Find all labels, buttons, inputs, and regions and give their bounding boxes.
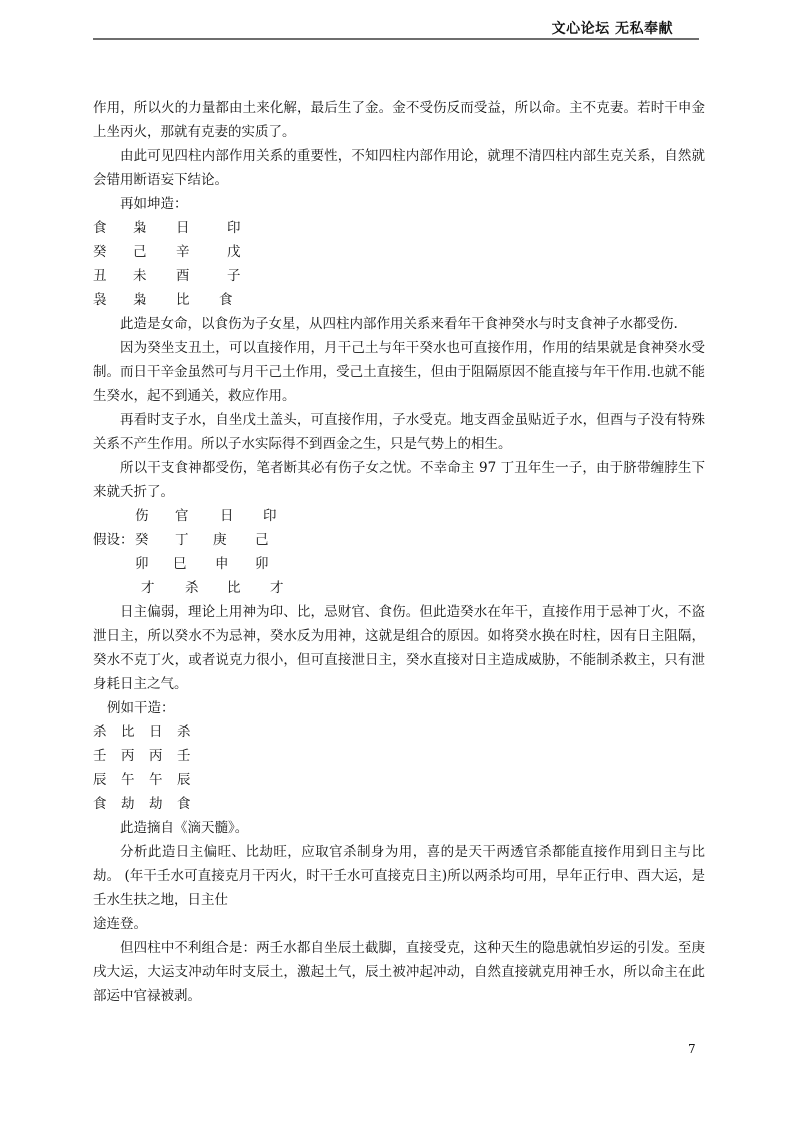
chart-cell: 己 <box>255 532 269 548</box>
paragraph: 日主偏弱，理论上用神为印、比，忌财官、食伤。但此造癸水在年干，直接作用于忌神丁火，不盗泄日主，所以癸水不为忌神，癸水反为用神，这就是组合的原因。如将癸水换在时柱，因有日主阻隔，癸水不克丁火，或者说克力很小，但可直接泄日主，癸水直接对日主造成威胁，不能制杀救主，只有泄身耗日主之气。 <box>93 604 705 692</box>
page-header <box>93 18 699 40</box>
chart-cell: 丑 <box>93 268 107 284</box>
chart-cell: 比 <box>121 724 135 740</box>
chart-cell: 壬 <box>93 748 107 764</box>
chart-cell: 日 <box>149 724 163 740</box>
paragraph: 但四柱中不利组合是：两壬水都自坐辰土截脚，直接受克，这种天生的隐患就怕岁运的引发。至庚戌大运，大运支冲动年时支辰土，激起土气，辰土被冲起冲动，自然直接就克用神壬水，所以命主在此部运中官禄被剥。 <box>93 940 705 1004</box>
chart-cell: 戊 <box>227 244 241 260</box>
chart-cell: 酉 <box>176 268 190 284</box>
chart-cell: 申 <box>215 556 229 572</box>
chart-row <box>93 552 705 576</box>
page-number: 7 <box>688 1042 696 1056</box>
chart-row <box>93 528 705 552</box>
chart-cell: 壬 <box>177 748 191 764</box>
chart-cell: 卯 <box>255 556 269 572</box>
chart-cell: 比 <box>227 580 241 596</box>
chart-cell: 印 <box>227 220 241 236</box>
paragraph: 此造是女命，以食伤为子女星，从四柱内部作用关系来看年干食神癸水与时支食神子水都受伤. <box>120 316 678 332</box>
bazi-chart-3 <box>93 720 705 816</box>
chart-cell: 杀 <box>185 580 199 596</box>
chart-label: 例如干造： <box>107 700 175 716</box>
chart-cell: 庚 <box>213 532 227 548</box>
chart-cell: 枭 <box>133 292 147 308</box>
chart-row <box>93 792 705 816</box>
document-body <box>93 96 705 1008</box>
chart-cell: 辛 <box>176 244 190 260</box>
chart-cell: 日 <box>176 220 190 236</box>
chart-cell: 劫 <box>121 796 135 812</box>
chart-cell: 丙 <box>121 748 135 764</box>
paragraph: 此造摘自《滴天髓》。 <box>120 820 249 836</box>
chart-row <box>93 720 705 744</box>
paragraph: 因为癸坐支丑土，可以直接作用，月干己土与年干癸水也可直接作用，作用的结果就是食神癸水受制。而日干辛金虽然可与月干己土作用，受己土直接生，但由于阻隔原因不能直接与年干作用.也就不能生癸水，起不到通关，救应作用。 <box>93 340 705 404</box>
chart-cell: 卯 <box>135 556 149 572</box>
paragraph: 途连登。 <box>93 916 147 932</box>
chart-prefix: 假设： <box>93 532 134 548</box>
chart-row <box>93 240 705 264</box>
chart-cell: 食 <box>93 220 107 236</box>
bazi-chart-1 <box>93 216 705 312</box>
chart-cell: 癸 <box>93 244 107 260</box>
chart-cell: 劫 <box>149 796 163 812</box>
chart-cell: 袅 <box>93 292 107 308</box>
chart-cell: 食 <box>177 796 191 812</box>
chart-cell: 食 <box>219 292 233 308</box>
chart-cell: 未 <box>133 268 147 284</box>
paragraph: 再看时支子水，自坐戊土盖头，可直接作用，子水受克。地支酉金虽贴近子水，但酉与子没有特殊关系不产生作用。所以子水实际得不到酉金之生，只是气势上的相生。 <box>93 412 705 452</box>
chart-cell: 枭 <box>133 220 147 236</box>
chart-row <box>93 576 705 600</box>
chart-cell: 癸 <box>135 532 149 548</box>
chart-cell: 印 <box>263 508 277 524</box>
paragraph: 由此可见四柱内部作用关系的重要性，不知四柱内部作用论，就理不清四柱内部生克关系，自然就会错用断语妄下结论。 <box>93 148 705 188</box>
chart-cell: 午 <box>149 772 163 788</box>
chart-cell: 午 <box>121 772 135 788</box>
chart-cell: 丁 <box>175 532 189 548</box>
chart-cell: 食 <box>93 796 107 812</box>
chart-cell: 官 <box>175 508 189 524</box>
paragraph: 所以干支食神都受伤，笔者断其必有伤子女之忧。不幸命主 97 丁丑年生一子，由于脐带缠脖生下来就夭折了。 <box>93 460 705 500</box>
chart-cell: 杀 <box>93 724 107 740</box>
chart-cell: 杀 <box>177 724 191 740</box>
chart-row <box>93 264 705 288</box>
chart-cell: 才 <box>270 580 284 596</box>
chart-cell: 才 <box>141 580 155 596</box>
chart-cell: 日 <box>220 508 234 524</box>
bazi-chart-2 <box>93 504 705 600</box>
chart-cell: 丙 <box>149 748 163 764</box>
chart-row <box>93 216 705 240</box>
chart-cell: 辰 <box>177 772 191 788</box>
chart-cell: 子 <box>227 268 241 284</box>
chart-cell: 己 <box>133 244 147 260</box>
chart-row <box>93 288 705 312</box>
chart-row <box>93 504 705 528</box>
chart-cell: 辰 <box>93 772 107 788</box>
chart-cell: 比 <box>176 292 190 308</box>
paragraph: 作用，所以火的力量都由土来化解，最后生了金。金不受伤反而受益，所以命。主不克妻。若时干申金上坐丙火，那就有克妻的实质了。 <box>93 100 705 140</box>
chart-cell: 伤 <box>135 508 149 524</box>
chart-row <box>93 744 705 768</box>
paragraph: 分析此造日主偏旺、比劫旺，应取官杀制身为用，喜的是天干两透官杀都能直接作用到日主与比劫。 (年干壬水可直接克月干丙火，时干壬水可直接克日主)所以两杀均可用，早年正行申、酉大运，是壬水生扶之地，日主仕 <box>93 844 705 908</box>
header-title: 文心论坛 无私奉献 <box>551 21 673 37</box>
chart-label: 再如坤造： <box>120 196 188 212</box>
chart-cell: 巳 <box>173 556 187 572</box>
chart-row <box>93 768 705 792</box>
